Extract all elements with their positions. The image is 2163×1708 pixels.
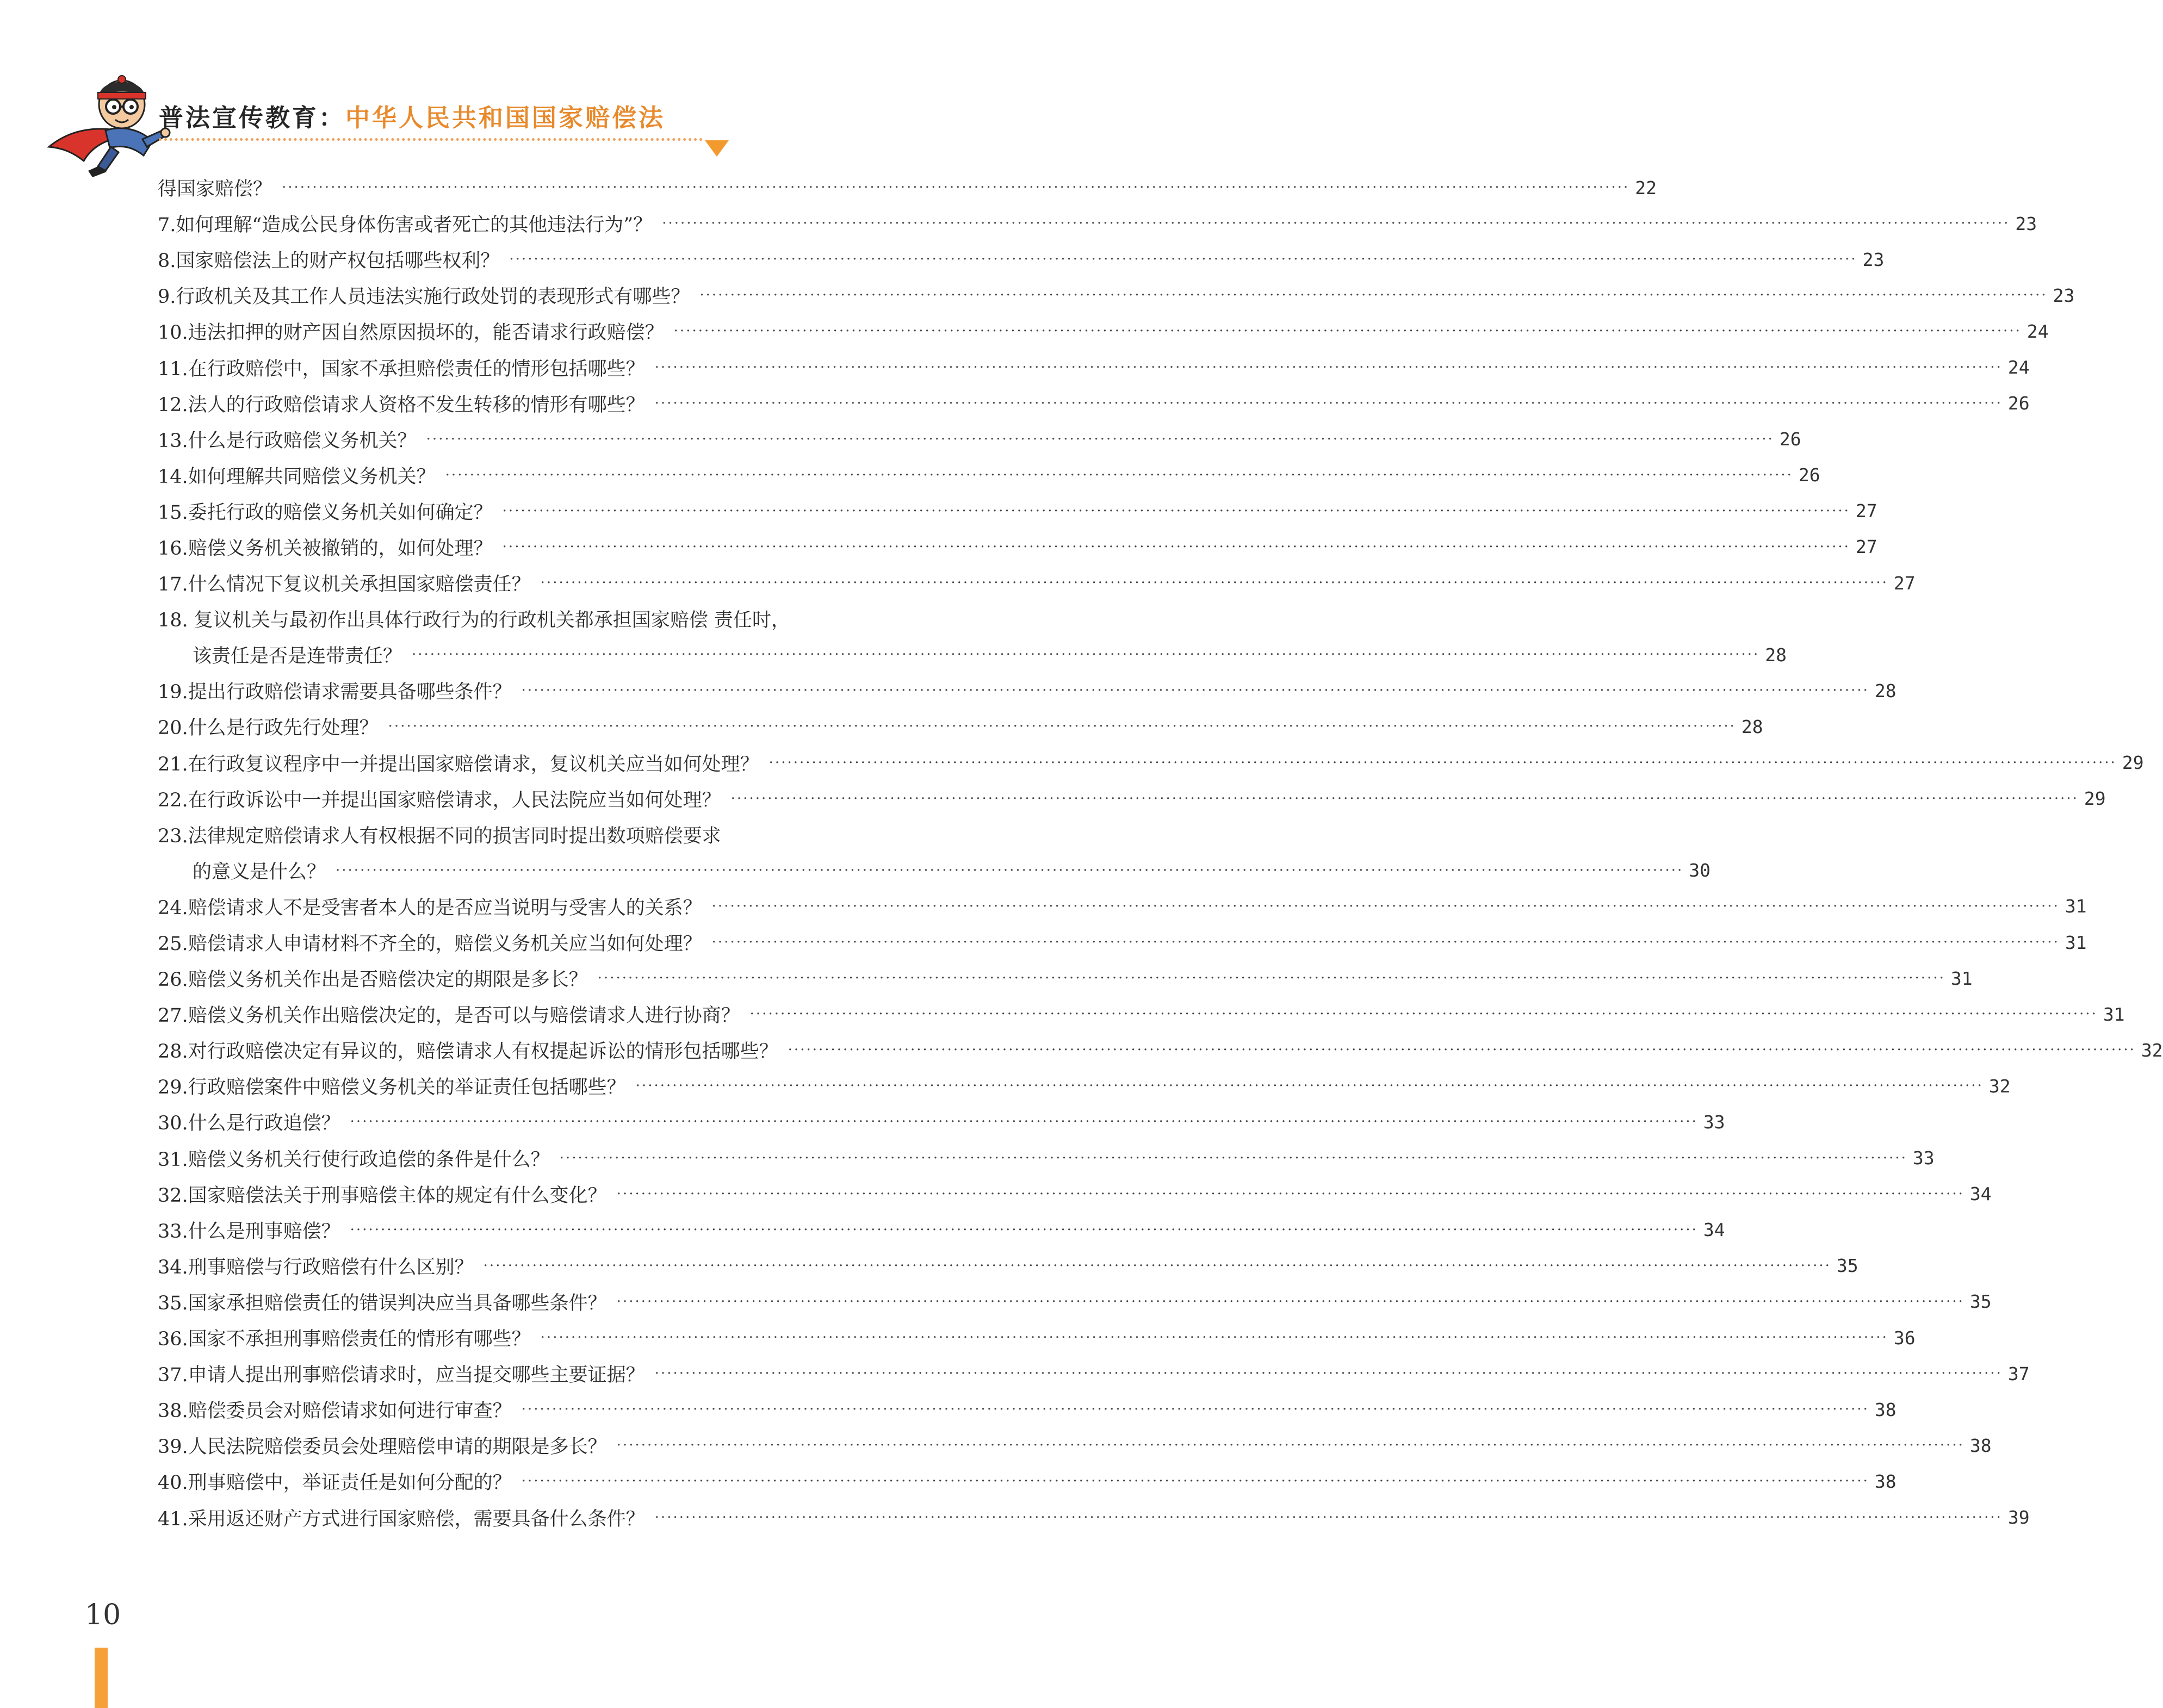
toc-entry-text: 30.什么是行政追偿？ [158,1113,340,1135]
toc-page-number: 39 [2007,1507,2030,1529]
toc-entry [158,1356,2030,1392]
toc-entry [158,1248,1858,1284]
toc-entry-text: 40.刑事赔偿中，举证责任是如何分配的？ [158,1472,512,1494]
toc-leader-dots: ···························································································································································································································· [768,754,2117,771]
toc-page-number: 37 [2007,1363,2030,1384]
toc-entry [158,1068,2011,1104]
toc-page-number: 30 [1689,860,1710,881]
toc-entry [158,206,2037,241]
toc-leader-dots: ···························································································································································································································· [445,467,1793,483]
page-number: 10 [85,1599,121,1631]
toc-entry-text: 20.什么是行政先行处理？ [158,717,379,740]
toc-leader-dots: ···························································································································································································································· [711,898,2060,915]
toc-entry-text: 24.赔偿请求人不是受害者本人的是否应当说明与受害人的关系？ [158,897,702,919]
toc-entry [158,745,2144,781]
toc-leader-dots: ···························································································································································································································· [350,1221,1698,1238]
toc-page-number: 24 [2026,320,2049,342]
toc-leader-dots: ···························································································································································································································· [616,1185,1964,1202]
page-accent-bar [95,1648,108,1708]
toc-leader-dots: ···························································································································································································································· [559,1150,1907,1166]
toc-entry [158,1392,1897,1427]
toc-entry-text: 22.在行政诉讼中一并提出国家赔偿请求，人民法院应当如何处理？ [158,789,721,811]
toc-entry-text: 35.国家承担赔偿责任的错误判决应当具备哪些条件？ [158,1292,607,1314]
toc-entry-text: 10.违法扣押的财产因自然原因损坏的，能否请求行政赔偿？ [158,322,664,344]
toc-leader-dots: ···························································································································································································································· [730,790,2079,807]
toc-leader-dots: ···························································································································································································································· [654,1509,2003,1526]
toc-leader-dots: ···························································································································································································································· [711,934,2060,951]
toc-page-number: 28 [1765,644,1787,666]
toc-leader-dots: ···························································································································································································································· [540,575,1888,592]
toc-entry [158,1499,2030,1535]
toc-entry-text: 12.法人的行政赔偿请求人资格不发生转移的情形有哪些？ [158,394,645,416]
toc-entry-text: 的意义是什么？ [193,861,326,883]
toc-entry-text: 17.什么情况下复议机关承担国家赔偿责任？ [158,574,531,596]
toc-entry [158,889,2087,924]
toc-leader-dots: ···························································································································································································································· [654,395,2003,412]
toc-entry-text: 25.赔偿请求人申请材料不齐全的，赔偿义务机关应当如何处理？ [158,933,702,955]
header-title-lead: 普法宣传教育： [159,103,346,132]
toc-entry [158,1284,1992,1320]
toc-page-number: 23 [1862,249,1885,270]
toc-entry-text: 得国家赔偿？ [158,178,272,201]
toc-entry-text: 26.赔偿义务机关作出是否赔偿决定的期限是多长？ [158,969,588,991]
toc-leader-dots: ···························································································································································································································· [673,323,2022,340]
toc-page-number: 34 [1703,1219,1725,1241]
toc-page-number: 36 [1893,1327,1916,1349]
toc-page-number: 32 [2141,1039,2163,1061]
toc-leader-dots: ···························································································································································································································· [336,862,1684,879]
toc-leader-dots: ···························································································································································································································· [282,179,1630,196]
toc-entry-text: 32.国家赔偿法关于刑事赔偿主体的规定有什么变化？ [158,1184,607,1207]
toc-entry [158,996,2125,1032]
toc-page-number: 33 [1703,1111,1725,1133]
toc-entry [158,386,2030,421]
toc-leader-dots: ···························································································································································································································· [662,215,2010,232]
toc-entry-text: 36.国家不承担刑事赔偿责任的情形有哪些？ [158,1328,531,1351]
toc-entry-text: 37.申请人提出刑事赔偿请求时，应当提交哪些主要证据？ [158,1364,645,1387]
toc-entry [158,1104,1725,1140]
toc-page-number: 32 [1988,1075,2011,1097]
toc-entry-text: 19.提出行政赔偿请求需要具备哪些条件？ [158,681,512,704]
toc-leader-dots: ···························································································································································································································· [540,1330,1888,1346]
toc-entry [158,421,1801,457]
toc-page-number: 24 [2007,357,2030,378]
toc-page-number: 27 [1855,536,1877,558]
toc-entry-text: 16.赔偿义务机关被撤销的，如何处理？ [158,537,493,560]
toc-entry-text: 23.法律规定赔偿请求人有权根据不同的损害同时提出数项赔偿要求 [158,825,721,847]
toc-entry [158,924,2087,960]
mascot-illustration [46,71,171,179]
toc-page-number: 26 [1779,428,1801,450]
toc-entry [158,1140,1935,1176]
toc-entry-text: 15.委托行政的赔偿义务机关如何确定？ [158,501,493,524]
toc-entry [158,1176,1992,1212]
toc-entry [158,781,2106,817]
toc-leader-dots: ···························································································································································································································· [426,431,1774,448]
toc-leader-dots: ···························································································································································································································· [788,1042,2136,1059]
toc-entry [158,313,2049,349]
toc-page-number: 31 [1950,967,1973,989]
toc-entry-text: 38.赔偿委员会对赔偿请求如何进行审查？ [158,1400,512,1423]
toc-leader-dots: ···························································································································································································································· [412,647,1760,663]
toc-leader-dots: ···························································································································································································································· [502,538,1850,555]
toc-entry-text: 7.如何理解“造成公民身体伤害或者死亡的其他违法行为”？ [158,214,653,237]
toc-leader-dots: ···························································································································································································································· [509,251,1857,268]
toc-page-number: 31 [2065,931,2087,953]
toc-page-number: 34 [1969,1183,1992,1205]
header-title [159,98,665,133]
toc-page-number: 23 [2015,213,2037,234]
toc-page-number: 38 [1874,1470,1897,1492]
toc-leader-dots: ···························································································································································································································· [521,1401,1869,1418]
toc-page-number: 26 [2007,393,2030,414]
toc-entry-text: 41.采用返还财产方式进行国家赔偿，需要具备什么条件？ [158,1508,645,1530]
toc-entry-text: 29.行政赔偿案件中赔偿义务机关的举证责任包括哪些？ [158,1077,626,1099]
toc-entry-text: 34.刑事赔偿与行政赔偿有什么区别？ [158,1256,474,1278]
header-triangle-marker [705,140,729,157]
toc-entry [158,1427,1992,1463]
toc-entry-text: 39.人民法院赔偿委员会处理赔偿申请的期限是多长？ [158,1436,607,1458]
toc-entry [158,1032,2163,1068]
toc-entry-text: 33.什么是刑事赔偿？ [158,1220,340,1243]
toc-leader-dots: ···························································································································································································································· [521,682,1869,699]
toc-page-number: 27 [1855,500,1877,522]
toc-entry-text: 27.赔偿义务机关作出赔偿决定的，是否可以与赔偿请求人进行协商？ [158,1005,740,1027]
toc-page-number: 35 [1836,1255,1858,1277]
toc-entry-text: 13.什么是行政赔偿义务机关？ [158,430,417,452]
toc-page-number: 28 [1874,680,1897,701]
toc-page-number: 38 [1874,1399,1897,1420]
toc-leader-dots: ···························································································································································································································· [597,970,1945,987]
toc-leader-dots: ···························································································································································································································· [521,1473,1869,1490]
toc-entry-continued [158,817,1066,853]
toc-leader-dots: ···························································································································································································································· [635,1078,1984,1095]
toc-entry [158,960,1973,996]
toc-leader-dots: ···························································································································································································································· [616,1293,1964,1310]
toc-entry [158,1463,1897,1499]
toc-leader-dots: ···························································································································································································································· [699,287,2048,304]
toc-entry [158,565,1916,601]
toc-leader-dots: ···························································································································································································································· [502,502,1850,519]
toc-page-number: 31 [2065,896,2087,917]
toc-leader-dots: ···························································································································································································································· [749,1006,2098,1023]
toc-page-number: 38 [1969,1434,1992,1456]
toc-leader-dots: ···························································································································································································································· [616,1437,1964,1454]
toc-page-number: 28 [1741,716,1763,737]
toc-entry [158,241,1885,277]
toc-page-number: 29 [2084,788,2106,810]
toc-page-number: 23 [2053,284,2075,306]
toc-leader-dots: ···························································································································································································································· [388,718,1736,735]
table-of-contents [158,170,2163,1536]
toc-page-number: 27 [1893,572,1916,594]
toc-entry [158,673,1897,709]
toc-entry [158,853,1710,889]
toc-entry [158,493,1877,529]
toc-page-number: 26 [1798,464,1820,486]
toc-entry-text: 31.赔偿义务机关行使行政追偿的条件是什么？ [158,1148,550,1171]
page-header [0,0,1207,169]
toc-leader-dots: ···························································································································································································································· [350,1114,1698,1131]
toc-entry-text: 8.国家赔偿法上的财产权包括哪些权利？ [158,250,500,272]
toc-entry [158,1212,1725,1248]
toc-page-number: 31 [2103,1003,2125,1025]
toc-entry-continued [158,601,1066,637]
toc-entry-text: 21.在行政复议程序中一并提出国家赔偿请求，复议机关应当如何处理？ [158,753,759,775]
toc-entry [158,170,1657,206]
toc-entry-text: 28.对行政赔偿决定有异议的，赔偿请求人有权提起诉讼的情形包括哪些？ [158,1041,778,1063]
header-title-sub: 中华人民共和国国家赔偿法 [345,103,666,132]
toc-leader-dots: ···························································································································································································································· [654,359,2003,376]
toc-entry [158,709,1763,744]
toc-entry [158,529,1877,565]
toc-leader-dots: ···························································································································································································································· [483,1257,1831,1274]
toc-leader-dots: ···························································································································································································································· [654,1365,2003,1382]
toc-entry-text: 9.行政机关及其工作人员违法实施行政处罚的表现形式有哪些？ [158,286,690,308]
toc-entry [158,349,2030,385]
toc-entry [158,637,1787,673]
toc-entry [158,277,2075,313]
toc-page-number: 35 [1969,1291,1992,1313]
toc-entry [158,457,1820,493]
toc-page-number: 29 [2122,752,2144,774]
toc-page-number: 22 [1635,177,1657,198]
toc-entry [158,1320,1916,1356]
toc-entry-text: 18. 复议机关与最初作出具体行政行为的行政机关都承担国家赔偿 责任时， [158,610,790,632]
header-dotted-rule [159,138,703,141]
toc-page-number: 33 [1912,1147,1935,1169]
toc-entry-text: 该责任是否是连带责任？ [193,645,402,668]
toc-entry-text: 11.在行政赔偿中，国家不承担赔偿责任的情形包括哪些？ [158,358,645,380]
toc-entry-text: 14.如何理解共同赔偿义务机关？ [158,465,436,488]
